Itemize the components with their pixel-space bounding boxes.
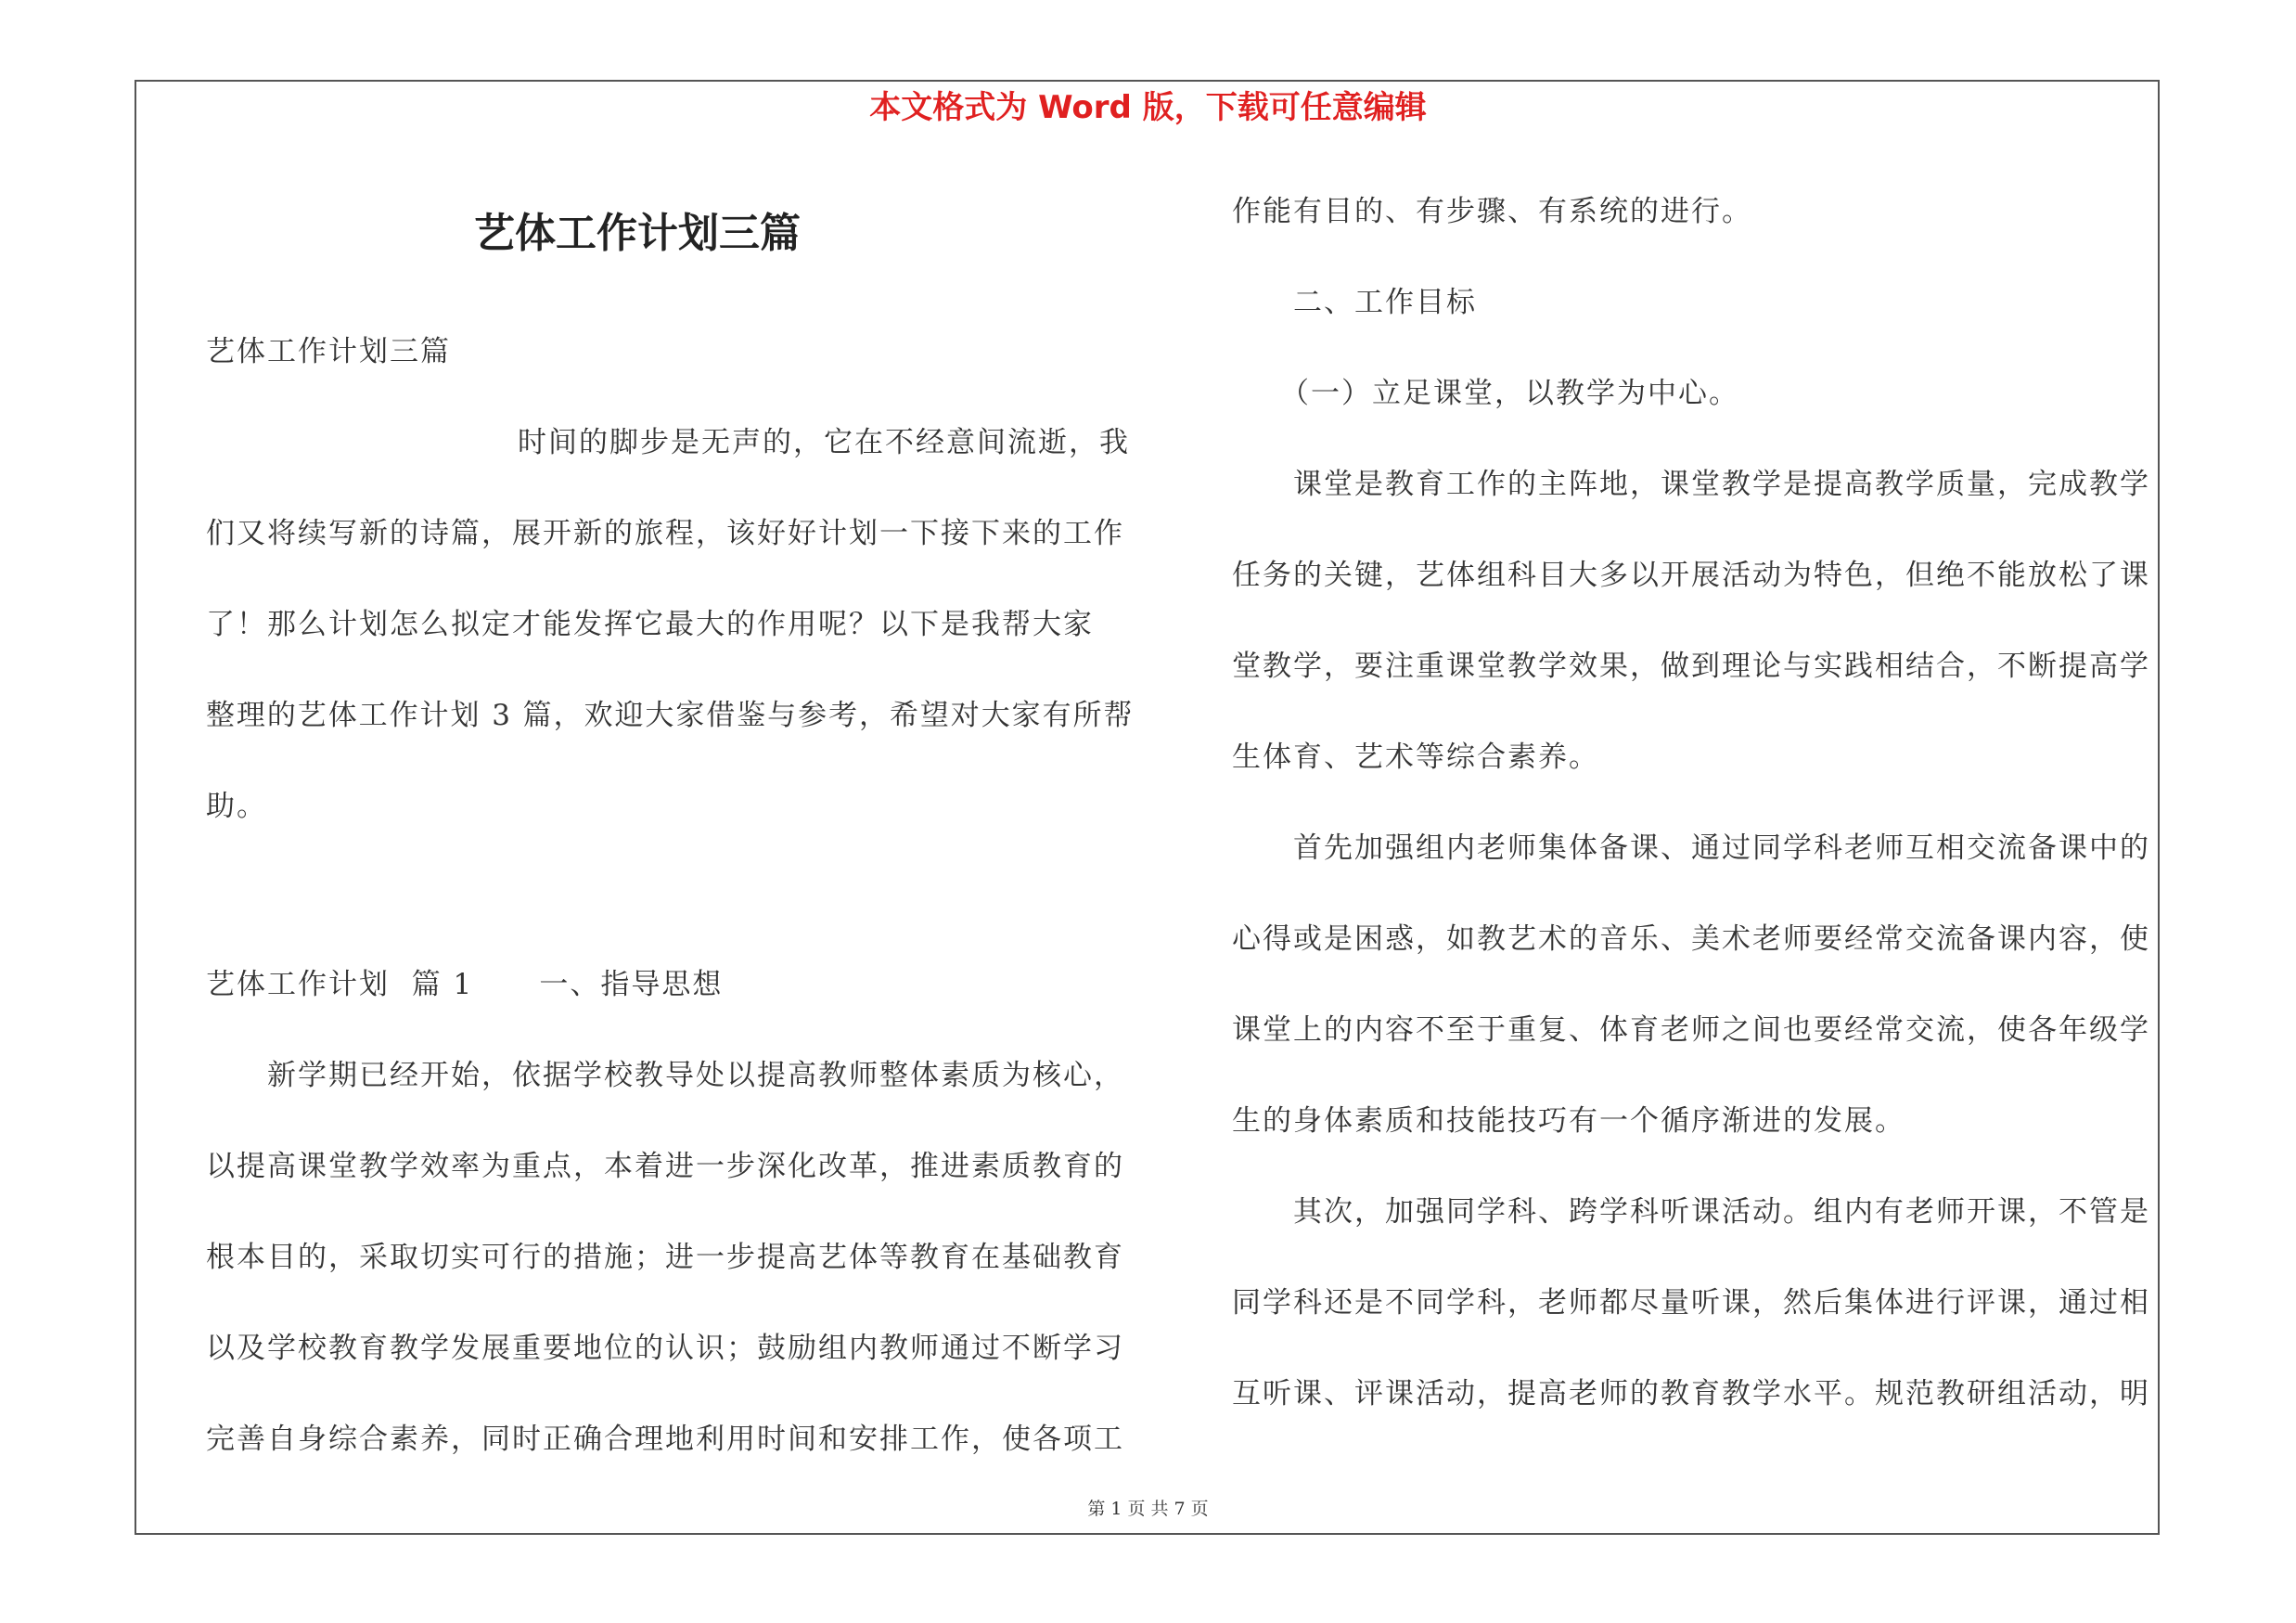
paragraph-line: 堂教学，要注重课堂教学效果，做到理论与实践相结合，不断提高学 <box>1232 650 2150 683</box>
subtitle-line: 艺体工作计划三篇 <box>206 335 451 368</box>
section-heading: 艺体工作计划 篇 1 一、指导思想 <box>206 968 724 1001</box>
paragraph-line: 首先加强组内老师集体备课、通过同学科老师互相交流备课中的 <box>1293 831 2150 865</box>
paragraph-line: 整理的艺体工作计划 3 篇，欢迎大家借鉴与参考，希望对大家有所帮 <box>206 699 1135 732</box>
section-heading: （一）立足课堂，以教学为中心。 <box>1280 377 1739 410</box>
section-heading: 二、工作目标 <box>1293 286 1477 319</box>
paragraph-line: 根本目的，采取切实可行的措施；进一步提高艺体等教育在基础教育 <box>206 1241 1124 1274</box>
paragraph-line: 完善自身综合素养，同时正确合理地利用时间和安排工作，使各项工 <box>206 1423 1124 1456</box>
paragraph-line: 们又将续写新的诗篇，展开新的旅程，该好好计划一下接下来的工作 <box>206 517 1124 550</box>
paragraph-line: 任务的关键，艺体组科目大多以开展活动为特色，但绝不能放松了课 <box>1232 559 2150 592</box>
paragraph-line: 以提高课堂教学效率为重点，本着进一步深化改革，推进素质教育的 <box>206 1150 1124 1183</box>
paragraph-line: 助。 <box>206 790 267 823</box>
paragraph-line: 心得或是困惑，如教艺术的音乐、美术老师要经常交流备课内容，使 <box>1232 922 2150 956</box>
document-title: 艺体工作计划三篇 <box>474 210 801 257</box>
paragraph-line: 课堂是教育工作的主阵地，课堂教学是提高教学质量，完成教学 <box>1293 468 2150 501</box>
paragraph-line: 了！那么计划怎么拟定才能发挥它最大的作用呢？以下是我帮大家 <box>206 608 1094 641</box>
paragraph-line: 以及学校教育教学发展重要地位的认识；鼓励组内教师通过不断学习 <box>206 1332 1124 1365</box>
paragraph-line: 其次，加强同学科、跨学科听课活动。组内有老师开课，不管是 <box>1293 1195 2150 1229</box>
paragraph-line: 新学期已经开始，依据学校教导处以提高教师整体素质为核心， <box>267 1059 1124 1092</box>
edit-banner: 本文格式为 Word 版，下载可任意编辑 <box>869 89 1427 126</box>
paragraph-line: 时间的脚步是无声的，它在不经意间流逝，我 <box>518 426 1130 459</box>
paragraph-line: 作能有目的、有步骤、有系统的进行。 <box>1232 195 1752 228</box>
paragraph-line: 同学科还是不同学科，老师都尽量听课，然后集体进行评课，通过相 <box>1232 1286 2150 1320</box>
paragraph-line: 生的身体素质和技能技巧有一个循序渐进的发展。 <box>1232 1104 1905 1138</box>
page-number-footer: 第 1 页 共 7 页 <box>1087 1499 1209 1519</box>
paragraph-line: 生体育、艺术等综合素养。 <box>1232 741 1599 774</box>
paragraph-line: 课堂上的内容不至于重复、体育老师之间也要经常交流，使各年级学 <box>1232 1013 2150 1047</box>
paragraph-line: 互听课、评课活动，提高老师的教育教学水平。规范教研组活动，明 <box>1232 1377 2150 1410</box>
